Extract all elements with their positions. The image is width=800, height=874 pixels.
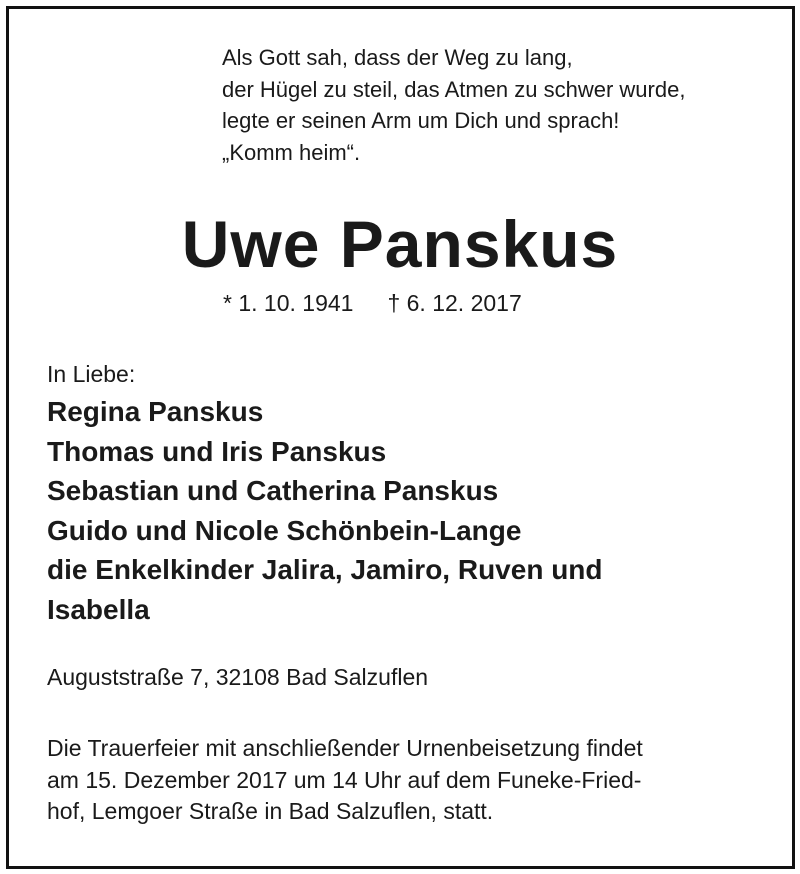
mourners-intro: In Liebe: [47, 361, 136, 387]
birth-date: * 1. 10. 1941 [223, 290, 354, 316]
mourner-line: die Enkelkinder Jalira, Jamiro, Ruven und [47, 554, 603, 585]
service-line: am 15. Dezember 2017 um 14 Uhr auf dem Funeke-Fried- [47, 766, 642, 793]
mourners-list [47, 392, 603, 629]
service-line: Die Trauerfeier mit anschließender Urnenbeisetzung findet [47, 735, 643, 761]
deceased-name: Uwe Panskus [181, 207, 619, 281]
death-date: † 6. 12. 2017 [387, 290, 522, 316]
mourner-line: Thomas und Iris Panskus [47, 435, 387, 467]
family-address: Auguststraße 7, 32108 Bad Salzuflen [47, 664, 429, 690]
mourner-line: Sebastian und Catherina Panskus [47, 475, 499, 506]
life-dates [223, 287, 522, 319]
mourner-line: Isabella [47, 593, 150, 625]
memorial-poem [222, 42, 685, 168]
mourner-line: Guido und Nicole Schönbein-Lange [47, 514, 522, 546]
funeral-service-notice [47, 733, 643, 828]
poem-line: legte er seinen Arm um Dich und sprach! [222, 108, 620, 133]
poem-line: der Hügel zu steil, das Atmen zu schwer wurde, [222, 76, 686, 102]
service-line: hof, Lemgoer Straße in Bad Salzuflen, statt. [47, 798, 494, 824]
poem-line: Als Gott sah, dass der Weg zu lang, [222, 45, 573, 70]
mourner-line: Regina Panskus [47, 396, 264, 427]
poem-line: „Komm heim“. [222, 139, 361, 165]
